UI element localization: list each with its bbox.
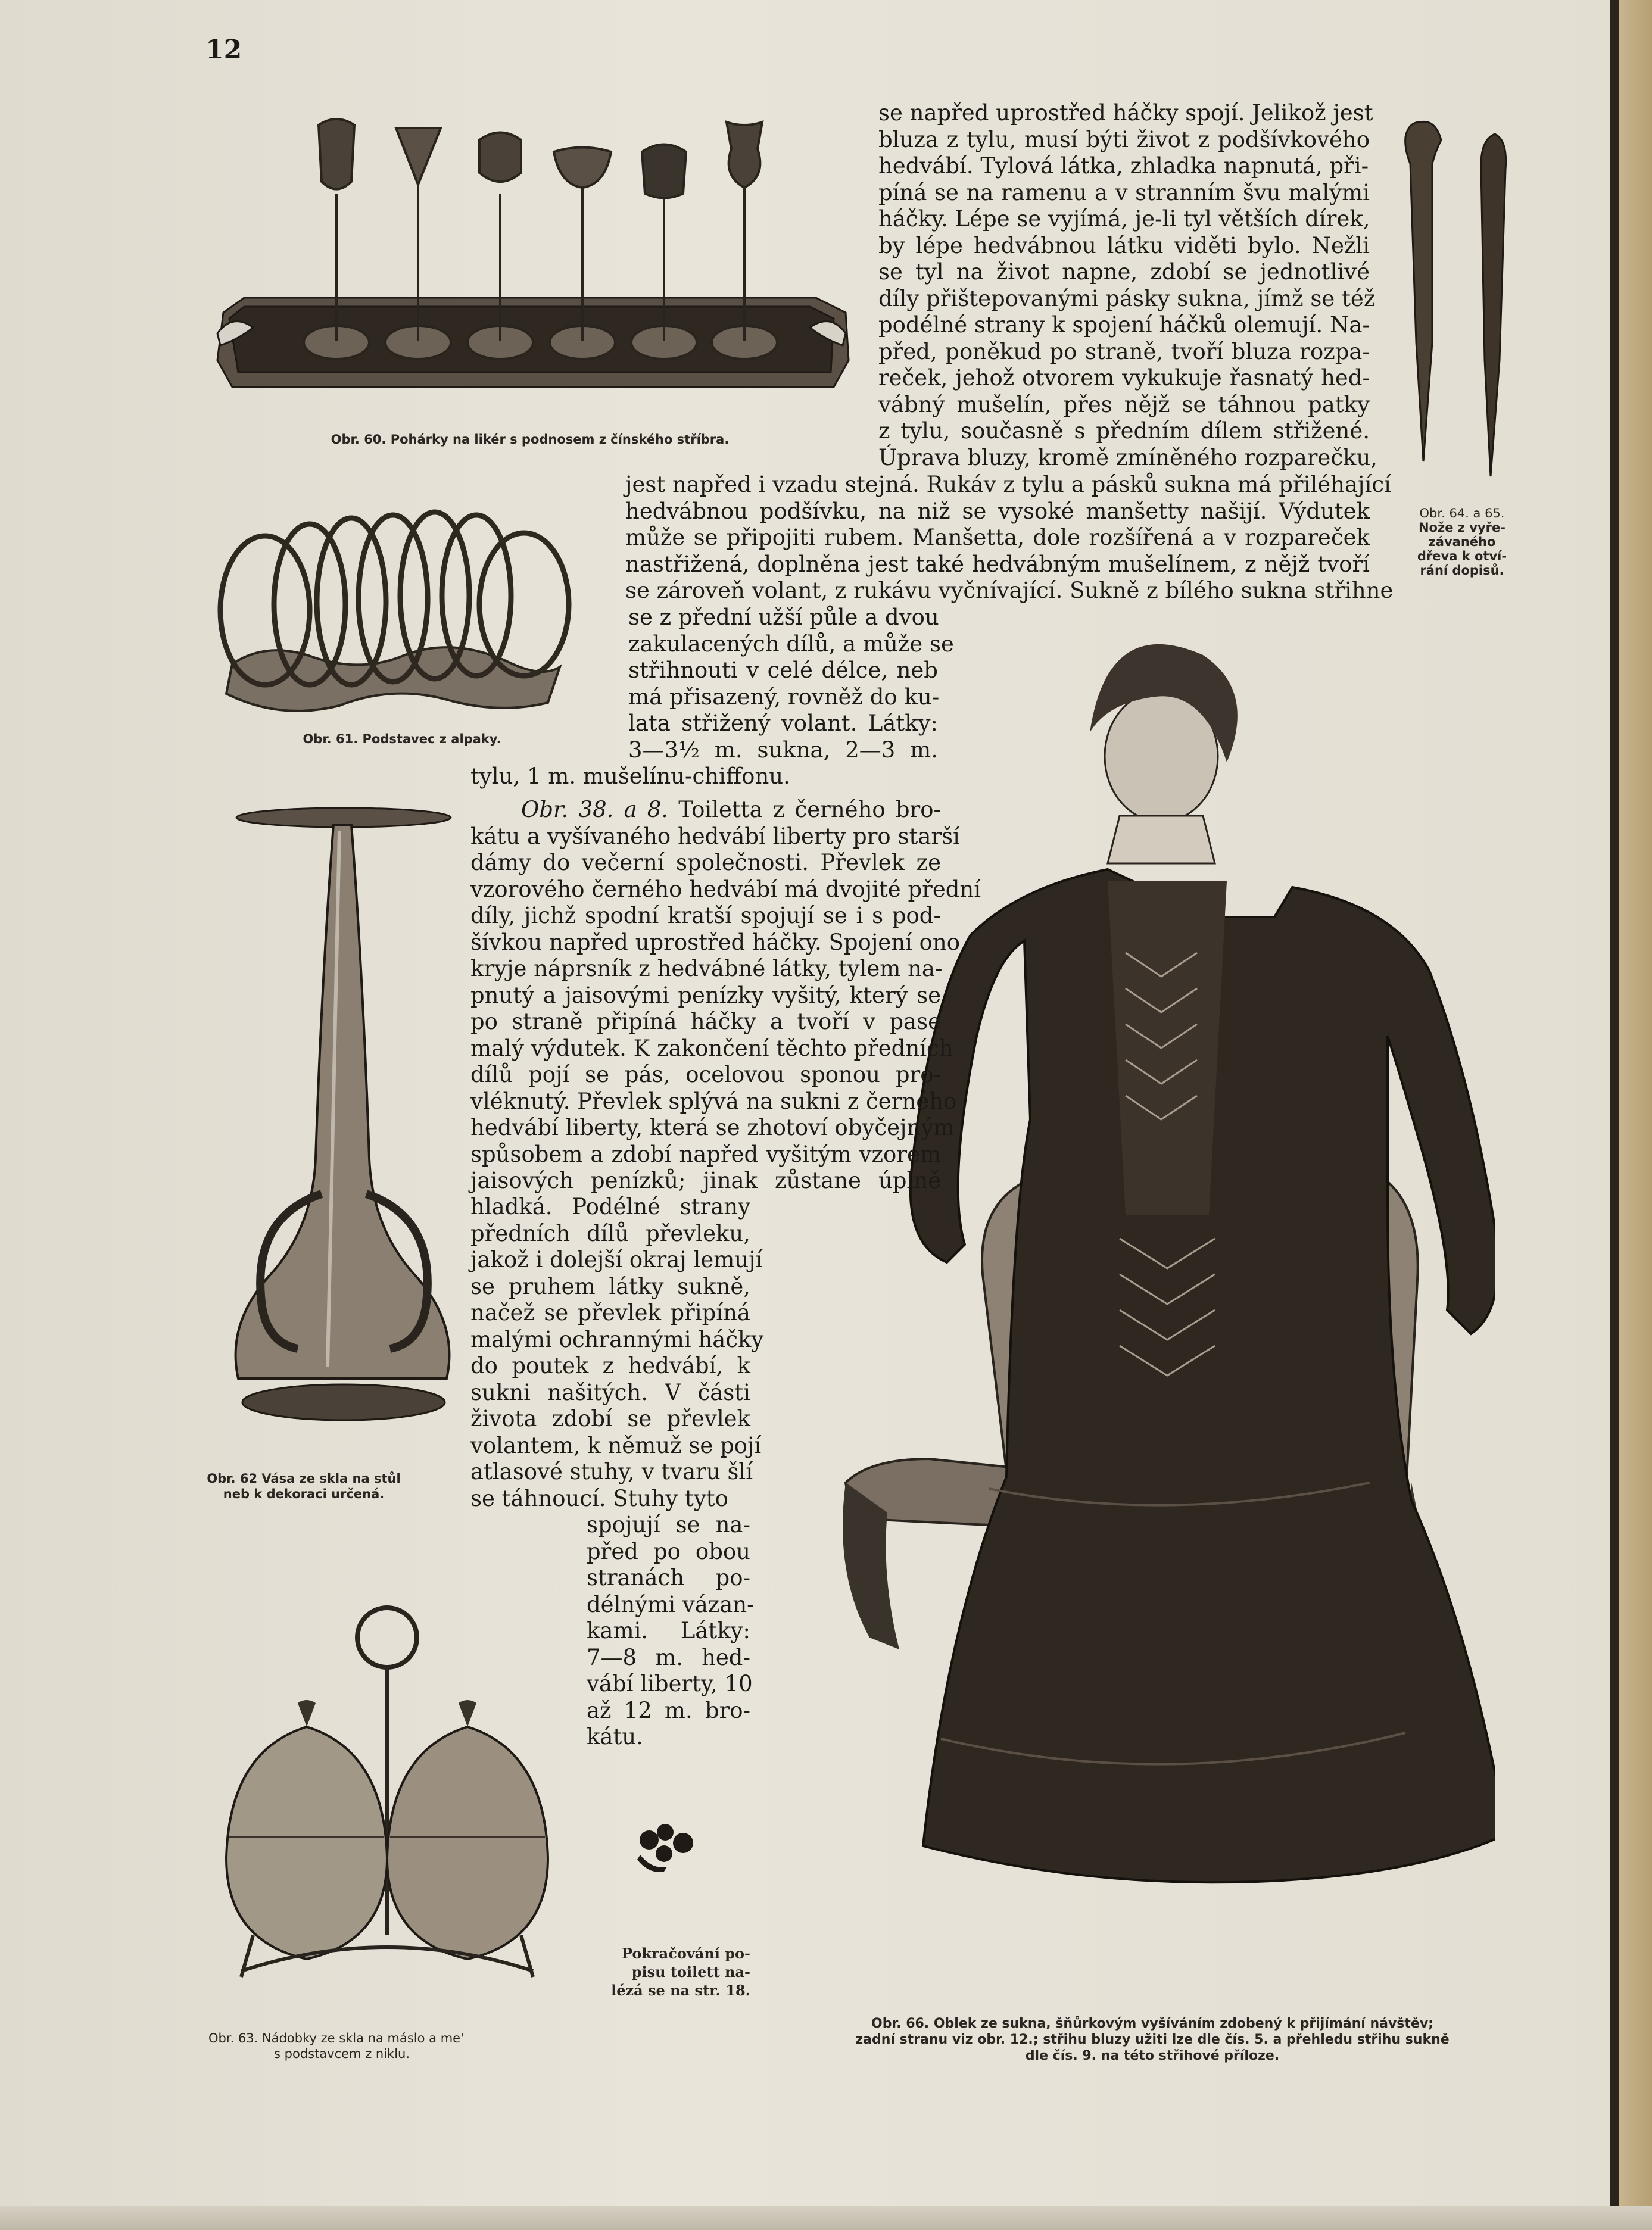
text-line: nastřižená, doplněna jest také hedvábným mušelínem, z nějž tvoří	[625, 551, 1370, 577]
text-line: kátu a vyšívaného hedvábí liberty pro starší	[470, 823, 960, 849]
text-line: malými ochrannými háčky	[470, 1326, 764, 1352]
text-line: načež se převlek připíná	[470, 1300, 750, 1325]
text-line: vábný mušelín, přes nějž se táhnou patky	[878, 391, 1370, 417]
text-block-obr38-narrowest	[587, 1512, 755, 1751]
text-line: spojují se na-	[587, 1512, 750, 1537]
text-line: spůsobem a zdobí napřed vyšitým vzorem	[470, 1141, 941, 1167]
text-line: vléknutý. Převlek splývá na sukni z černého	[470, 1088, 957, 1114]
obr38-first-rest: Toiletta z černého bro-	[668, 797, 941, 822]
caption-obr66-line: dle čís. 9. na této střihové příloze.	[1025, 2048, 1280, 2063]
text-line: pnutý a jaisovými penízky vyšitý, který se	[470, 982, 941, 1008]
caption-obr62-line: Obr. 62 Vása ze skla na stůl	[207, 1471, 401, 1486]
text-line: jest napřed i vzadu stejná. Rukáv z tylu a pásků sukna má přiléhající	[625, 472, 1391, 497]
text-line: hedvábí liberty, která se zhotoví obyčejným	[470, 1115, 955, 1140]
text-line: střihnouti v celé délce, neb	[628, 657, 938, 683]
text-line: 7—8 m. hed-	[587, 1644, 750, 1670]
text-line: stranách po-	[587, 1565, 750, 1590]
text-line: do poutek z hedvábí, k	[470, 1353, 750, 1378]
text-line: lata střižený volant. Látky:	[628, 710, 938, 736]
text-line: života zdobí se převlek	[470, 1406, 750, 1431]
figure-letter-openers	[1397, 119, 1522, 479]
caption-obr62-line: neb k dekoraci určená.	[223, 1487, 385, 1501]
continuation-line: Pokračování po-	[621, 1945, 750, 1962]
text-line: hedvábí. Tylová látka, zhladka napnutá, při-	[878, 153, 1369, 179]
text-line: kami. Látky:	[587, 1618, 750, 1643]
text-line: kryje náprsník z hedvábné látky, tylem na-	[470, 956, 943, 981]
text-line: před po obou	[587, 1538, 750, 1564]
continuation-line: pisu toilett na-	[631, 1963, 750, 1981]
figure-glass-vase	[232, 807, 456, 1426]
text-line: z tylu, současně s předním dílem střižené.	[878, 418, 1370, 444]
text-line: se táhnoucí. Stuhy tyto	[470, 1485, 728, 1511]
text-tylu-line	[470, 763, 887, 790]
caption-obr64-line: rání dopisů.	[1420, 563, 1504, 578]
text-line: háčky. Lépe se vyjímá, je-li tyl větších dírek,	[878, 206, 1370, 232]
binding-edge	[1610, 0, 1652, 2230]
continuation-line: lézá se na str. 18.	[611, 1982, 750, 1999]
text-line: 3—3½ m. sukna, 2—3 m.	[628, 737, 938, 763]
text-line: hladká. Podélné strany	[470, 1194, 750, 1220]
text-line: díly, jichž spodní kratší spojují se i s pod-	[470, 903, 941, 928]
text-line: by lépe hedvábnou látku viděti bylo. Nežli	[878, 232, 1370, 258]
text-line: sukni našitých. V části	[470, 1379, 750, 1405]
caption-obr62	[205, 1471, 402, 1502]
caption-obr64-line: Nože z vyře-	[1418, 520, 1505, 535]
caption-obr63	[208, 2031, 566, 2061]
text-line: má přisazený, rovněž do ku-	[628, 684, 940, 710]
text-line: zakulacených dílů, a může se	[628, 631, 954, 657]
text-line: vzorového černého hedvábí má dvojité přední	[470, 876, 981, 902]
text-line: kátu.	[587, 1724, 643, 1749]
text-line: reček, jehož otvorem vykukuje řasnatý hed-	[878, 365, 1370, 391]
alpaca-stand-engraving	[211, 485, 578, 729]
text-line: před, poněkud po straně, tvoří bluza rozpa-	[878, 338, 1370, 364]
caption-obr66-line: Obr. 66. Oblek ze sukna, šňůrkovým vyšíváním zdobený k přijímání návštěv;	[871, 2016, 1433, 2031]
figure-butter-dishes	[217, 1602, 557, 2001]
text-line: délnými vázan-	[587, 1591, 755, 1617]
text-line: volantem, k němuž se pojí	[470, 1432, 762, 1458]
glass-vase-engraving	[232, 807, 456, 1426]
text-line: se pruhem látky sukně,	[470, 1273, 750, 1299]
floral-ornament-icon	[628, 1819, 703, 1873]
letter-openers-engraving	[1397, 119, 1522, 479]
caption-obr64-65	[1405, 506, 1519, 578]
text-line: malý výdutek. K zakončení těchto předních	[470, 1035, 953, 1061]
figure-liqueur-glasses	[208, 116, 858, 429]
caption-obr64-line: Obr. 64. a 65.	[1419, 506, 1505, 520]
text-line: dílů pojí se pás, ocelovou sponou pro-	[470, 1062, 941, 1087]
text-line: jakož i dolejší okraj lemují	[470, 1247, 763, 1272]
continuation-note	[590, 1944, 750, 2000]
caption-obr60: Obr. 60. Pohárky na likér s podnosem z čínského stříbra.	[331, 432, 730, 447]
text-block-obr38-narrow	[470, 1194, 764, 1512]
obr38-lead: Obr. 38. a 8.	[521, 797, 669, 822]
text-line: dámy do večerní společnosti. Převlek ze	[470, 850, 941, 875]
text-block-top-right	[878, 100, 1378, 471]
text-line: tylu, 1 m. mušelínu-chiffonu.	[470, 763, 790, 789]
caption-obr64-line: dřeva k otví-	[1417, 549, 1507, 563]
text-block-narrow	[628, 604, 954, 763]
caption-obr64-line: závaného	[1428, 535, 1496, 549]
text-line: může se připojiti rubem. Manšetta, dole rozšířená a v rozpareček	[625, 525, 1370, 550]
page-bottom-edge	[0, 2206, 1652, 2230]
text-line: se z přední užší půle a dvou	[628, 604, 939, 630]
text-line: až 12 m. bro-	[587, 1697, 750, 1723]
butter-dishes-engraving	[217, 1602, 557, 2001]
text-block-wide	[625, 472, 1394, 604]
text-line: jaisových penízků; jinak zůstane úplně	[470, 1168, 941, 1193]
text-line: se zároveň volant, z rukávu vyčnívající. Sukně z bílého sukna střihne	[625, 578, 1394, 603]
text-line: hedvábnou podšívku, na niž se vysoké manšetty našijí. Výdutek	[625, 498, 1370, 524]
caption-obr66-line: zadní stranu viz obr. 12.; střihu bluzy užiti lze dle čís. 5. a přehledu střihu sukně	[855, 2032, 1450, 2047]
caption-obr63-line: Obr. 63. Nádobky ze skla na máslo a me'	[208, 2031, 464, 2045]
caption-obr63-line: s podstavcem z niklu.	[274, 2047, 410, 2061]
text-line-obr38-first	[470, 797, 941, 824]
text-line: podélné strany k spojení háčků olemují. Na-	[878, 312, 1370, 338]
text-block-obr38	[470, 797, 981, 1194]
liqueur-glasses-engraving	[208, 116, 858, 429]
text-line: se tyl na život napne, zdobí se jednotlivé	[878, 259, 1370, 285]
text-line: vábí liberty, 10	[587, 1671, 753, 1696]
text-line: předních dílů převleku,	[470, 1220, 750, 1246]
text-line: šívkou napřed uprostřed háčky. Spojení ono	[470, 929, 961, 955]
text-line: díly přištepovanými pásky sukna, jímž se též	[878, 285, 1376, 311]
text-line: bluza z tylu, musí býti život z podšívkového	[878, 126, 1370, 152]
text-line: po straně připíná háčky a tvoří v pase	[470, 1009, 941, 1034]
page-number: 12	[205, 35, 242, 65]
caption-obr61: Obr. 61. Podstavec z alpaky.	[303, 732, 501, 746]
text-line: atlasové stuhy, v tvaru šlí	[470, 1459, 753, 1484]
text-line: se napřed uprostřed háčky spojí. Jelikož jest	[878, 100, 1373, 126]
figure-alpaca-stand	[211, 485, 578, 729]
caption-obr66	[825, 2016, 1480, 2064]
text-line: píná se na ramenu a v stranním švu malými	[878, 179, 1370, 205]
text-line: Úprava bluzy, kromě zmíněného rozparečku,	[878, 444, 1378, 470]
